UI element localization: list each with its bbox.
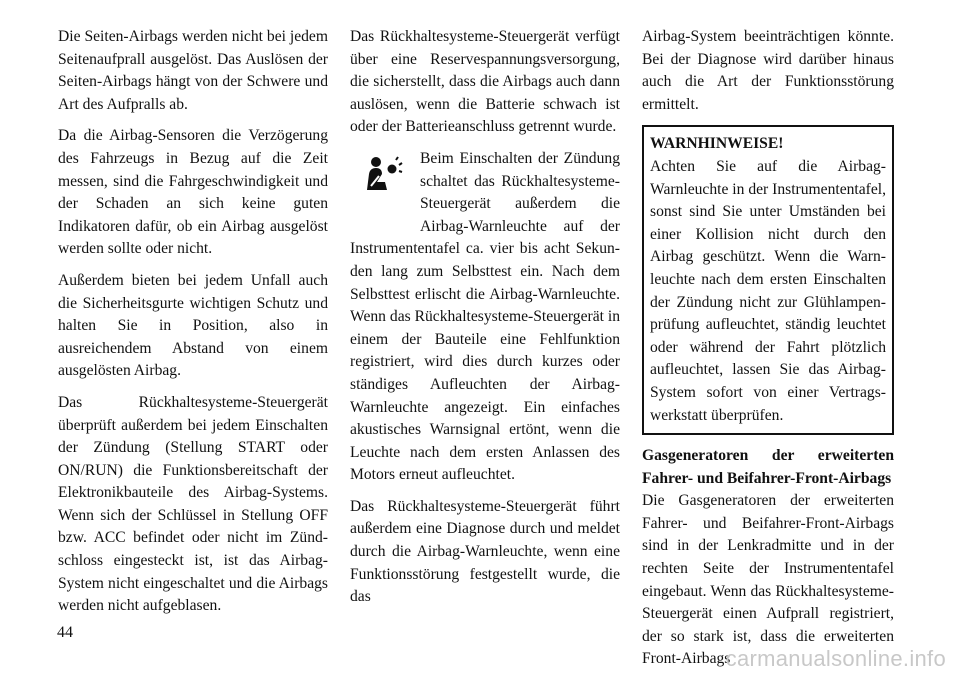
paragraph: Die Seiten-Airbags werden nicht bei jedem Seitenaufprall ausgelöst. Das Auslösen der Seiten-Airbags hängt von der Schwere und Art des Aufpralls ab. bbox=[58, 28, 328, 113]
paragraph: Das Rückhaltesysteme-Steuergerät führt außerdem eine Diagnose durch und meldet durch die Airbag-Warnleuchte, wenn eine Funktionsstörung festgestellt wurde, die das bbox=[350, 497, 620, 606]
text-column-2 bbox=[350, 26, 620, 618]
warning-box bbox=[642, 125, 894, 435]
watermark: carmanualsonline.info bbox=[725, 646, 946, 671]
warning-title: WARNHINWEISE! bbox=[650, 135, 784, 153]
paragraph: Airbag-System beeinträchtigen könnte. Bei der Diagnose wird darüber hinaus auch die Art der Funktionsstörung ermittelt. bbox=[642, 28, 894, 113]
paragraph: Das Rückhaltesysteme-Steuergerät überprüft außerdem bei jedem Einschalten der Zündung (Stellung START oder ON/RUN) die Funktionsbereitschaft der Elektronikbauteile des Airbag-Systems. Wenn sich der Schlüssel in Stellung OFF bzw. ACC befindet oder nicht im Zündschloss eingesteckt ist, ist das Airbag-System nicht eingeschaltet und die Airbags werden nicht aufgeblasen. bbox=[58, 393, 328, 615]
paragraph: Da die Airbag-Sensoren die Verzögerung des Fahrzeugs in Bezug auf die Zeit messen, sind die Fahrgeschwindigkeit und der Schaden an sich keine guten Indikatoren dafür, ob ein Airbag ausgelöst werden sollte oder nicht. bbox=[58, 127, 328, 258]
page-number: 44 bbox=[57, 624, 73, 641]
paragraph: Beim Einschalten der Zündung schaltet das Rückhaltesysteme-Steuergerät außerdem die Airbag-Warnleuchte auf der Instrumententafel ca. vier bis acht Sekunden lang zum Selbsttest ein. Nach dem Selbsttest erlischt die Airbag-Warnleuchte. Wenn das Rückhaltesysteme-Steuergerät in einem der Bauteile eine Fehlfunktion registriert, wird dies durch kurzes oder ständiges Aufleuchten der Airbag-Warnleuchte angezeigt. Ein einfaches akustisches Warnsignal ertönt, wenn die Leuchte nach dem ersten Anlassen des Motors erneut aufleuchtet. bbox=[350, 149, 620, 484]
section-heading: Gasgeneratoren der erweiterten Fahrer- und Beifahrer-Front-Airbags bbox=[642, 447, 894, 487]
paragraph: Die Gasgeneratoren der erweiterten Fahrer- und Beifahrer-Front-Airbags sind in der Lenkradmitte und in der rechten Seite der Instrumententafel eingebaut. Wenn das Rückhaltesysteme-Steuergerät einen Aufprall registriert, der so stark ist, dass die erweiterten Front-Airbags bbox=[642, 492, 894, 668]
paragraph: Das Rückhaltesysteme-Steuergerät verfügt über eine Reservespannungsversorgung, die sicherstellt, dass die Airbags auch dann auslösen, wenn die Batterie schwach ist oder der Batterieanschluss getrennt wurde. bbox=[350, 28, 620, 136]
text-column-3 bbox=[642, 26, 894, 671]
icon-paragraph bbox=[350, 148, 620, 496]
airbag-warning-light-icon bbox=[350, 148, 416, 228]
warning-text: Achten Sie auf die Airbag-Warnleuchte in der Instrumententafel, sonst sind Sie unter Umständen bei einer Kollision nicht durch den Airbag geschützt. Wenn die Warnleuchte nach dem ersten Einschalten der Zündung nicht zur Glühlampenprüfung aufleuchtet, ständig leuchtet oder während der Fahrt plötzlich aufleuchtet, lassen Sie das Airbag-System sofort von einer Vertragswerkstatt überprüfen. bbox=[650, 157, 887, 424]
text-column-1 bbox=[58, 26, 328, 627]
paragraph: Außerdem bieten bei jedem Unfall auch die Sicherheitsgurte wichtigen Schutz und halten Sie in Position, also in ausreichendem Abstand von einem ausgelösten Airbag. bbox=[58, 271, 328, 380]
